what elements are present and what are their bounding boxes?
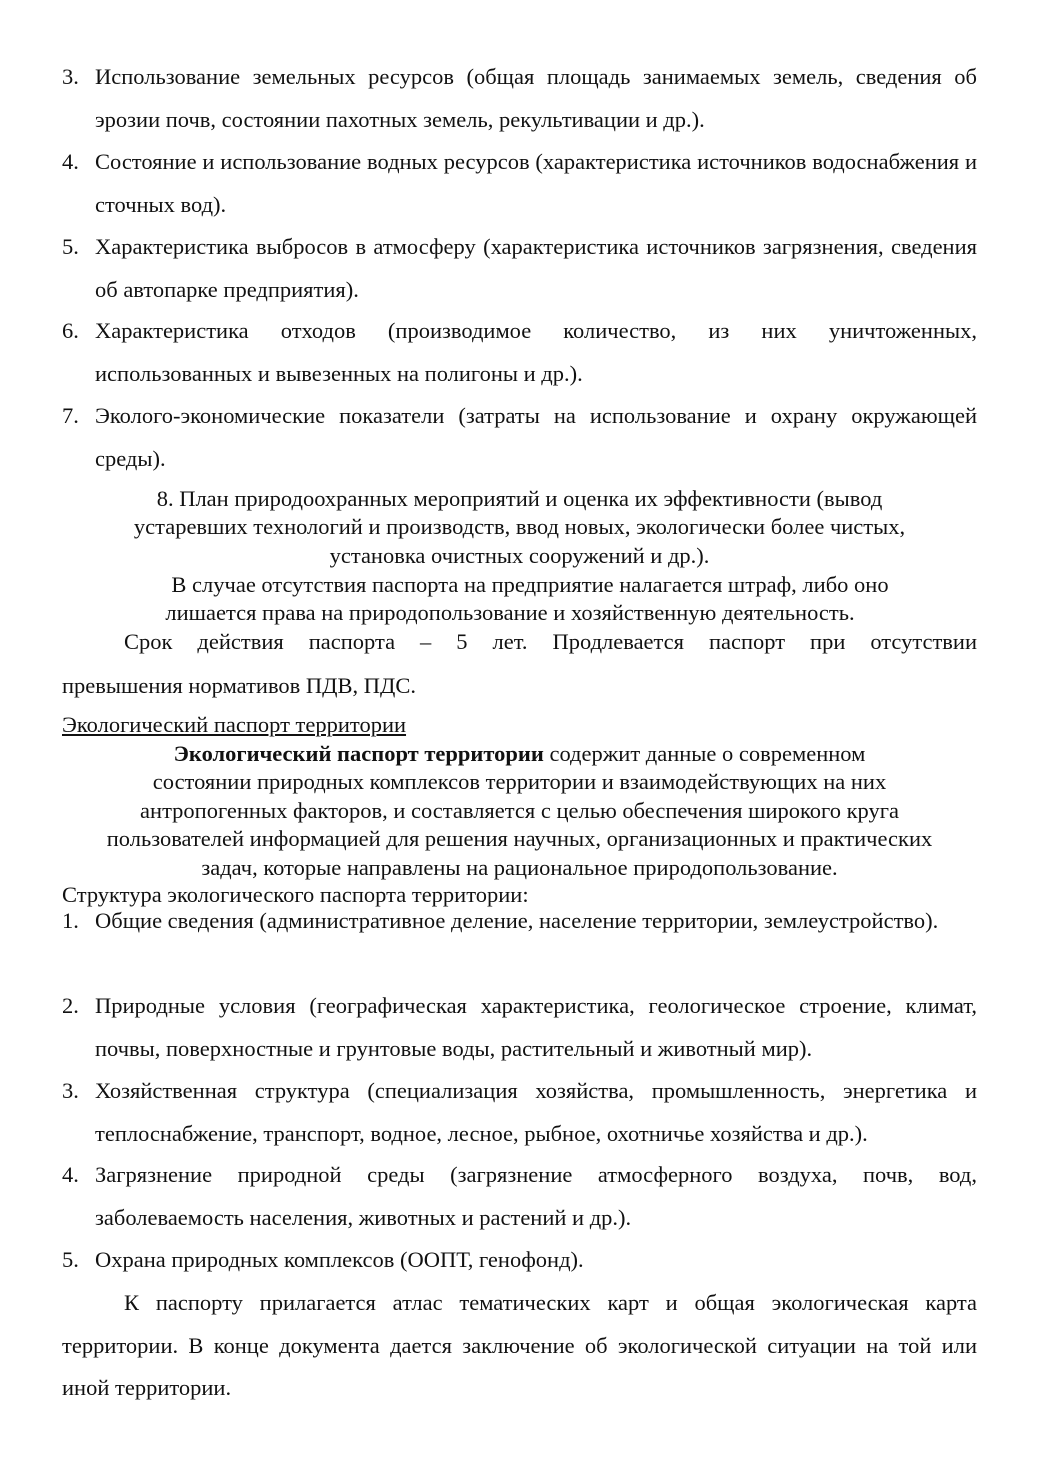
definition-line-2: состоянии природных комплексов территории и взаимодействующих на них [152, 769, 887, 795]
list-number: 7. [62, 403, 79, 428]
penalty-paragraph [70, 571, 950, 628]
list-item [62, 985, 977, 1070]
plan-line-1: 8. План природоохранных мероприятий и оценка их эффективности (вывод [156, 486, 883, 511]
list-text: Характеристика выбросов в атмосферу (характеристика источников загрязнения, сведения об автопарке предприятия). [95, 234, 977, 302]
validity-paragraph [62, 627, 977, 701]
list-text: Эколого-экономические показатели (затраты на использование и охрану окружающей среды). [95, 403, 977, 471]
definition-line-1 [62, 740, 977, 768]
definition-line-5: задач, которые направлены на рациональное природопользование. [201, 854, 838, 880]
validity-line-2: превышения нормативов ПДВ, ПДС. [62, 673, 417, 698]
list-number: 5. [62, 1247, 79, 1272]
list-text: Охрана природных комплексов (ООПТ, генофонд). [95, 1247, 584, 1272]
structure-title: Структура экологического паспорта территории: [62, 882, 529, 907]
plan-item-8 [62, 485, 977, 570]
list-number: 2. [62, 993, 79, 1018]
list-text: Состояние и использование водных ресурсов (характеристика источников водоснабжения и сточных вод). [95, 149, 977, 217]
list-number: 3. [62, 64, 79, 89]
list-number: 3. [62, 1078, 79, 1103]
list-text: Природные условия (географическая характеристика, геологическое строение, климат, почвы, поверхностные и грунтовые воды, растительный и животный мир). [95, 993, 977, 1061]
list-number: 4. [62, 149, 79, 174]
list-item [62, 1154, 977, 1239]
definition-line-4: пользователей информацией для решения научных, организационных и практических [106, 826, 933, 852]
plan-line-2: устаревших технологий и производств, ввод новых, экологически более чистых, [133, 514, 906, 540]
list-number: 1. [62, 908, 79, 933]
list-text: Загрязнение природной среды (загрязнение атмосферного воздуха, почв, вод, заболеваемость населения, животных и растений и др.). [95, 1162, 977, 1230]
section-heading: Экологический паспорт территории [62, 712, 407, 737]
penalty-line-1: В случае отсутствия паспорта на предприятие налагается штраф, либо оно [171, 572, 889, 597]
definition-term: Экологический паспорт территории [173, 741, 544, 766]
list-item [62, 1239, 977, 1282]
definition-paragraph [62, 740, 977, 882]
list-number: 5. [62, 234, 79, 259]
list-text: Хозяйственная структура (специализация хозяйства, промышленность, энергетика и теплоснабжение, транспорт, водное, лесное, рыбное, охотничье хозяйства и др.). [95, 1078, 977, 1146]
validity-line-1: Срок действия паспорта – 5 лет. Продлевается паспорт при отсутствии [124, 629, 977, 654]
list-item [62, 226, 977, 311]
list-item [62, 56, 977, 141]
plan-line-3: установка очистных сооружений и др.). [329, 542, 710, 568]
closing-paragraph: К паспорту прилагается атлас тематических карт и общая экологическая карта территории. В конце документа дается заключение об экологической ситуации на той или иной территории. [62, 1290, 977, 1400]
penalty-line-2: лишается права на природопользование и хозяйственную деятельность. [165, 600, 855, 626]
list-text: Характеристика отходов (производимое количество, из них уничтоженных, использованных и вывезенных на полигоны и др.). [95, 318, 977, 386]
list-text: Использование земельных ресурсов (общая площадь занимаемых земель, сведения об эрозии почв, состоянии пахотных земель, рекультивации и др.). [95, 64, 977, 132]
list-item [62, 310, 977, 395]
list-number: 4. [62, 1162, 79, 1187]
list-item [62, 395, 977, 480]
list-item [62, 141, 977, 226]
definition-line-3: антропогенных факторов, и составляется с целью обеспечения широкого круга [140, 797, 899, 823]
list-item [62, 1070, 977, 1155]
list-text: Общие сведения (административное деление, население территории, землеустройство). [95, 908, 939, 933]
list-number: 6. [62, 318, 79, 343]
list-item [62, 900, 959, 943]
definition-line-1-rest: содержит данные о современном [543, 741, 866, 766]
